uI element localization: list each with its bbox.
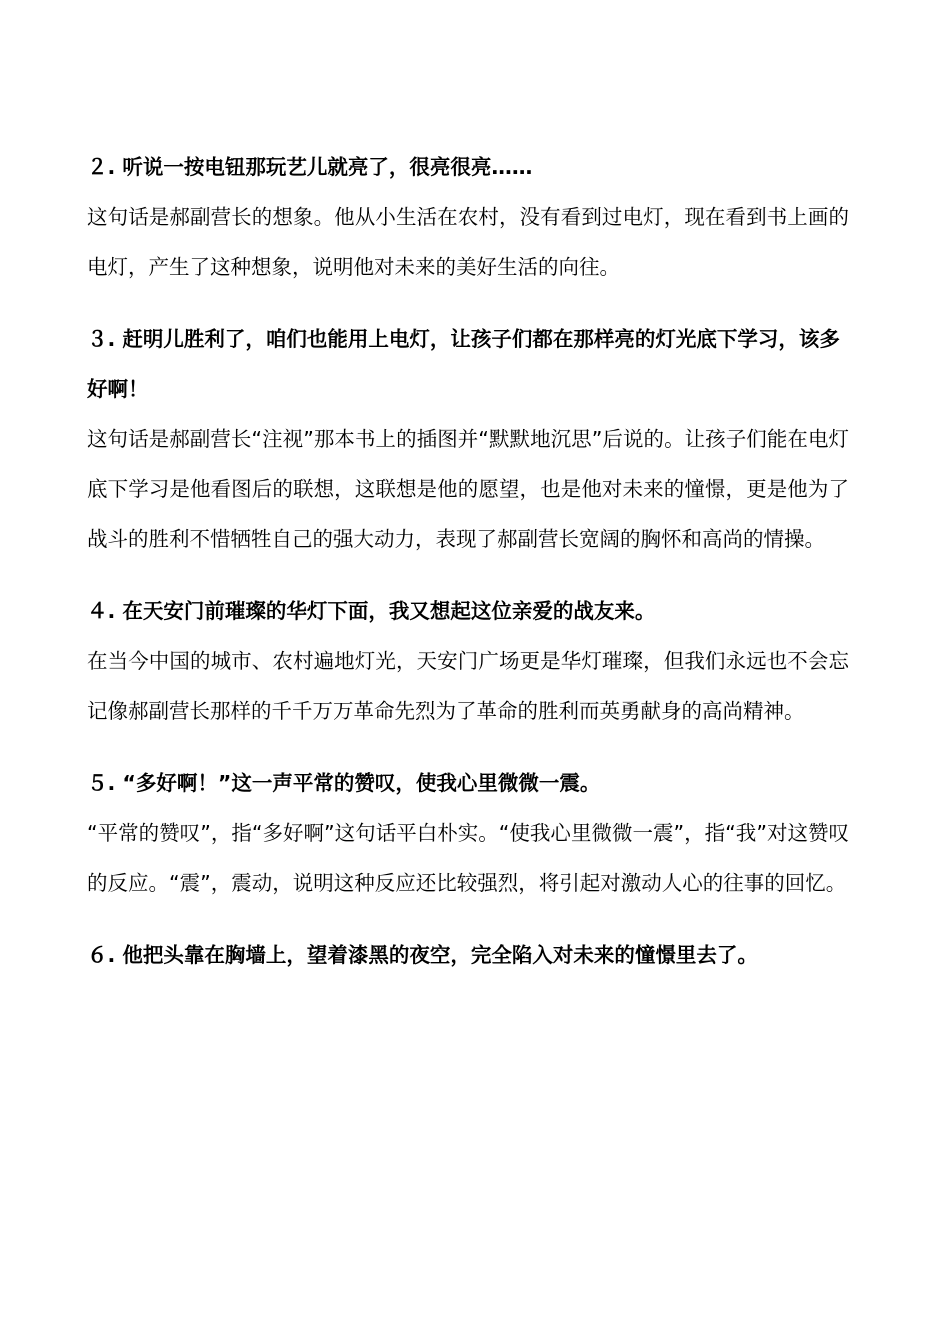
sentence-heading: ６. 他把头靠在胸墙上，望着漆黑的夜空，完全陷入对未来的憧憬里去了。 — [87, 943, 758, 967]
sentence-item-2 — [87, 142, 849, 292]
sentence-item-6 — [87, 930, 849, 980]
sentence-explanation: 在当今中国的城市、农村遍地灯光，天安门广场更是华灯璀璨，但我们永远也不会忘记像郝副营长那样的千千万万革命先烈为了革命的胜利而英勇献身的高尚精神。 — [87, 649, 849, 723]
document-body — [87, 142, 849, 1002]
sentence-explanation: 这句话是郝副营长的想象。他从小生活在农村，没有看到过电灯，现在看到书上画的电灯，产生了这种想象，说明他对未来的美好生活的向往。 — [87, 205, 849, 279]
sentence-item-4 — [87, 586, 849, 736]
sentence-heading: ４. 在天安门前璀璨的华灯下面，我又想起这位亲爱的战友来。 — [87, 599, 656, 623]
sentence-item-5 — [87, 758, 849, 908]
sentence-explanation: 这句话是郝副营长“注视”那本书上的插图并“默默地沉思”后说的。让孩子们能在电灯底下学习是他看图后的联想，这联想是他的愿望，也是他对未来的憧憬，更是他为了战斗的胜利不惜牺牲自己的强大动力，表现了郝副营长宽阔的胸怀和高尚的情操。 — [87, 427, 849, 551]
sentence-heading: ３. 赶明儿胜利了，咱们也能用上电灯，让孩子们都在那样亮的灯光底下学习，该多好啊！ — [87, 327, 840, 401]
sentence-heading: ５. “多好啊！”这一声平常的赞叹，使我心里微微一震。 — [87, 771, 601, 795]
sentence-explanation: “平常的赞叹”，指“多好啊”这句话平白朴实。“使我心里微微一震”，指“我”对这赞叹的反应。“震”，震动，说明这种反应还比较强烈，将引起对激动人心的往事的回忆。 — [87, 821, 849, 895]
sentence-heading: ２. 听说一按电钮那玩艺儿就亮了，很亮很亮…… — [87, 155, 533, 179]
sentence-item-3 — [87, 314, 849, 564]
